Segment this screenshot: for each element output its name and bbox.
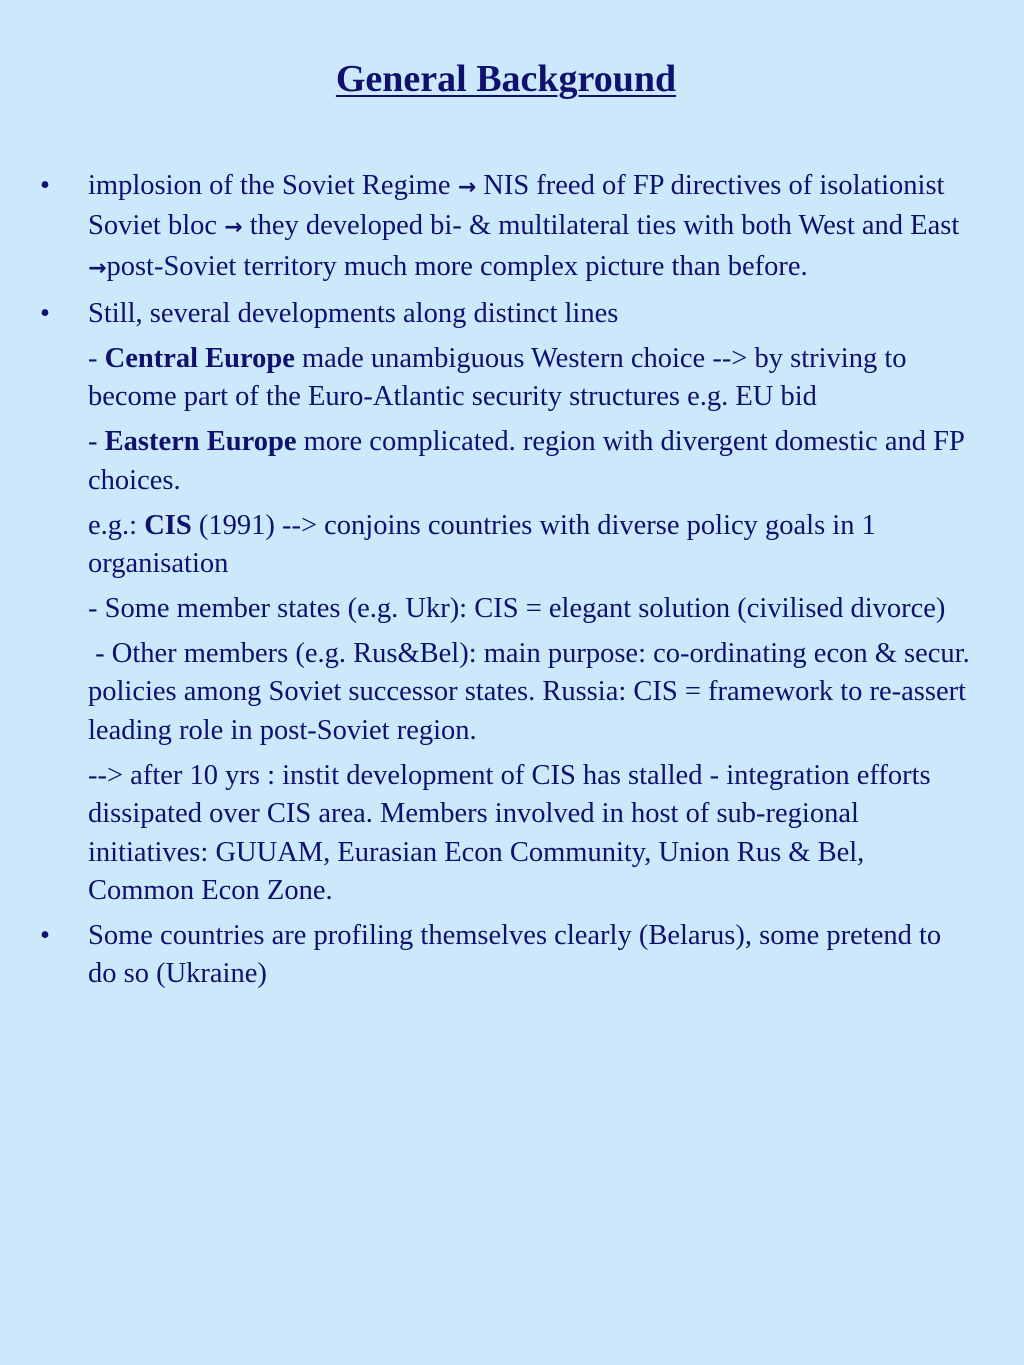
slide-title: General Background (335, 58, 677, 100)
bold-term: Eastern Europe (104, 426, 297, 458)
sub-item-after-10-yrs: --> after 10 yrs : instit development of CIS has stalled - integration efforts dissipated over CIS area. Members involved in host of sub-regional initiatives: GUUAM, Eurasian Econ Community, Union Rus & Bel, Common Econ Zone. (88, 759, 931, 907)
bullet-item-developments (36, 295, 976, 333)
text-span: implosion of the Soviet Regime (88, 170, 458, 201)
right-arrow-icon: → (88, 255, 107, 281)
text-span: Some countries are profiling themselves clearly (Belarus), some pretend to do so (Ukraine) (88, 920, 942, 990)
text-span: NIS freed of FP directives of isolationist Soviet bloc (88, 170, 945, 242)
text-span: they developed bi- & multilateral ties with both West and East (242, 210, 960, 242)
text-span: - (88, 342, 105, 374)
sub-item-other-members: - Other members (e.g. Rus&Bel): main purpose: co-ordinating econ & secur. policies among Soviet successor states. Russia: CIS = framework to re-assert leading role in post-Soviet region. (88, 638, 977, 746)
text-span: Still, several developments along distinct lines (88, 297, 619, 329)
bullet-dot: • (40, 920, 50, 952)
text-span: - (88, 426, 105, 458)
sub-item-cis (36, 507, 976, 584)
bullet-dot: • (40, 297, 50, 329)
bullet-item-soviet-implosion (36, 167, 976, 288)
bold-term: CIS (144, 509, 192, 541)
slide-body (36, 167, 976, 1000)
bullet-item-profiling (36, 917, 976, 994)
bullet-dot: • (40, 170, 50, 201)
right-arrow-icon: → (224, 215, 243, 241)
sub-item-member-states: - Some member states (e.g. Ukr): CIS = elegant solution (civilised divorce) (88, 593, 946, 625)
text-span: (1991) --> conjoins countries with diverse policy goals in 1 organisation (88, 509, 876, 580)
sub-item-eastern-europe (36, 423, 976, 500)
text-span: more complicated. region with divergent domestic and FP choices. (88, 426, 964, 496)
text-span: made unambiguous Western choice --> by striving to become part of the Euro-Atlantic security structures e.g. EU bid (88, 342, 907, 413)
right-arrow-icon: → (457, 175, 477, 200)
text-span: e.g.: (88, 509, 145, 541)
sub-item-central-europe (36, 340, 976, 417)
bold-term: Central Europe (104, 342, 295, 374)
text-span: post-Soviet territory much more complex picture than before. (106, 250, 808, 282)
